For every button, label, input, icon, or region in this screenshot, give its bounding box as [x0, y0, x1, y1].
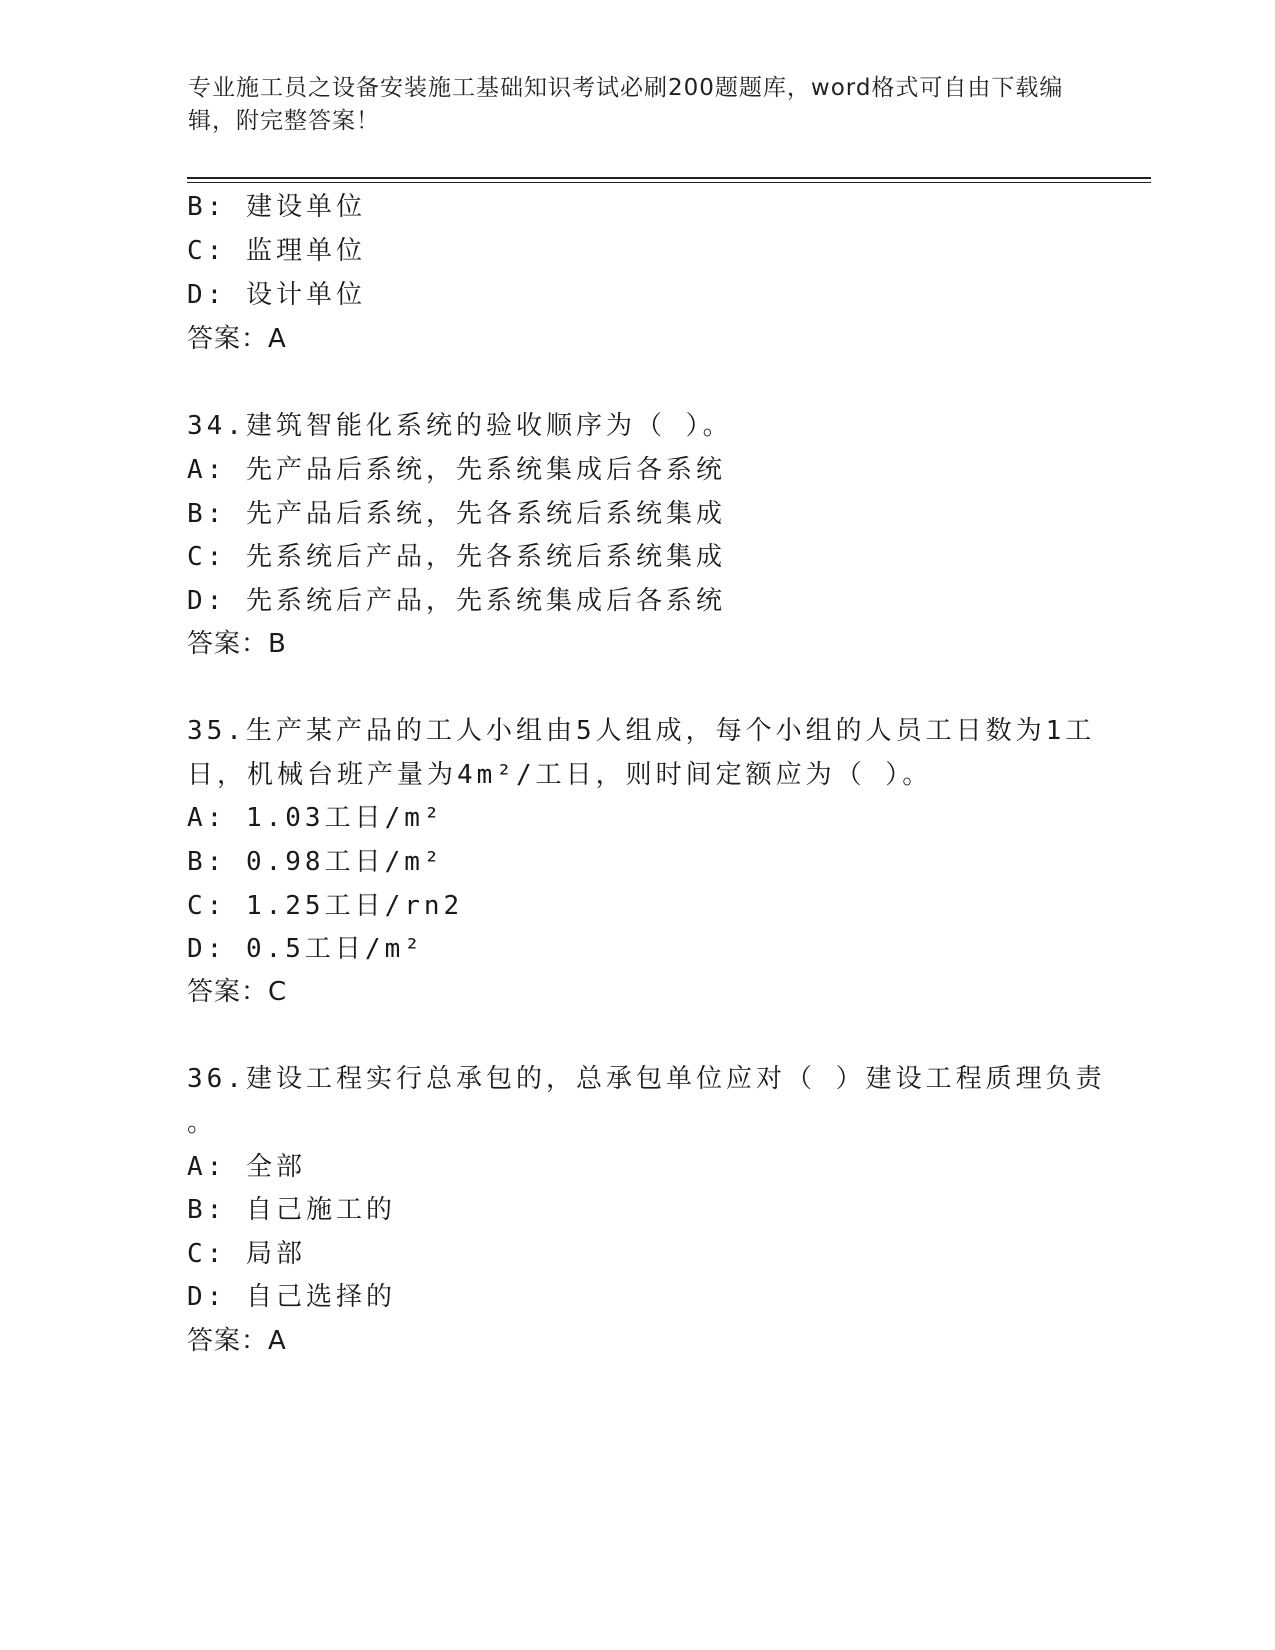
prev-answer: 答案：A — [187, 324, 287, 354]
header-rule-thin — [187, 182, 1151, 183]
prev-option-b: B: 建设单位 — [187, 192, 366, 222]
q35-option-b: B: 0.98工日/m² — [187, 847, 444, 877]
q34-option-d: D: 先系统后产品，先系统集成后各系统 — [187, 586, 726, 616]
q36-stem-line-1: 36.建设工程实行总承包的，总承包单位应对（ ）建设工程质理负责 — [187, 1064, 1106, 1094]
q35-option-a: A: 1.03工日/m² — [187, 803, 444, 833]
q36-option-d: D: 自己选择的 — [187, 1282, 396, 1312]
q35-answer: 答案：C — [187, 977, 288, 1007]
header-rule-thick — [187, 177, 1151, 179]
prev-option-d: D: 设计单位 — [187, 280, 366, 310]
prev-option-c: C: 监理单位 — [187, 236, 366, 266]
q35-stem-line-2: 日，机械台班产量为4m²/工日，则时间定额应为（ ）。 — [187, 760, 933, 790]
document-header-title: 专业施工员之设备安装施工基础知识考试必刷200题题库，word格式可自由下载编辑，附完整答案！ — [188, 75, 1064, 134]
q36-stem-line-2: 。 — [187, 1108, 218, 1138]
q35-option-d: D: 0.5工日/m² — [187, 934, 424, 964]
q34-stem-line-1: 34.建筑智能化系统的验收顺序为（ ）。 — [187, 411, 733, 441]
q35-stem-line-1: 35.生产某产品的工人小组由5人组成，每个小组的人员工日数为1工 — [187, 716, 1096, 746]
q34-answer: 答案：B — [187, 629, 287, 659]
q34-option-c: C: 先系统后产品，先各系统后系统集成 — [187, 542, 726, 572]
q36-option-c: C: 局部 — [187, 1239, 306, 1269]
q34-option-b: B: 先产品后系统，先各系统后系统集成 — [187, 499, 726, 529]
q35-option-c: C: 1.25工日/rn2 — [187, 891, 464, 921]
q34-option-a: A: 先产品后系统，先系统集成后各系统 — [187, 455, 726, 485]
q36-option-a: A: 全部 — [187, 1152, 306, 1182]
q36-answer: 答案：A — [187, 1326, 287, 1356]
q36-option-b: B: 自己施工的 — [187, 1195, 396, 1225]
